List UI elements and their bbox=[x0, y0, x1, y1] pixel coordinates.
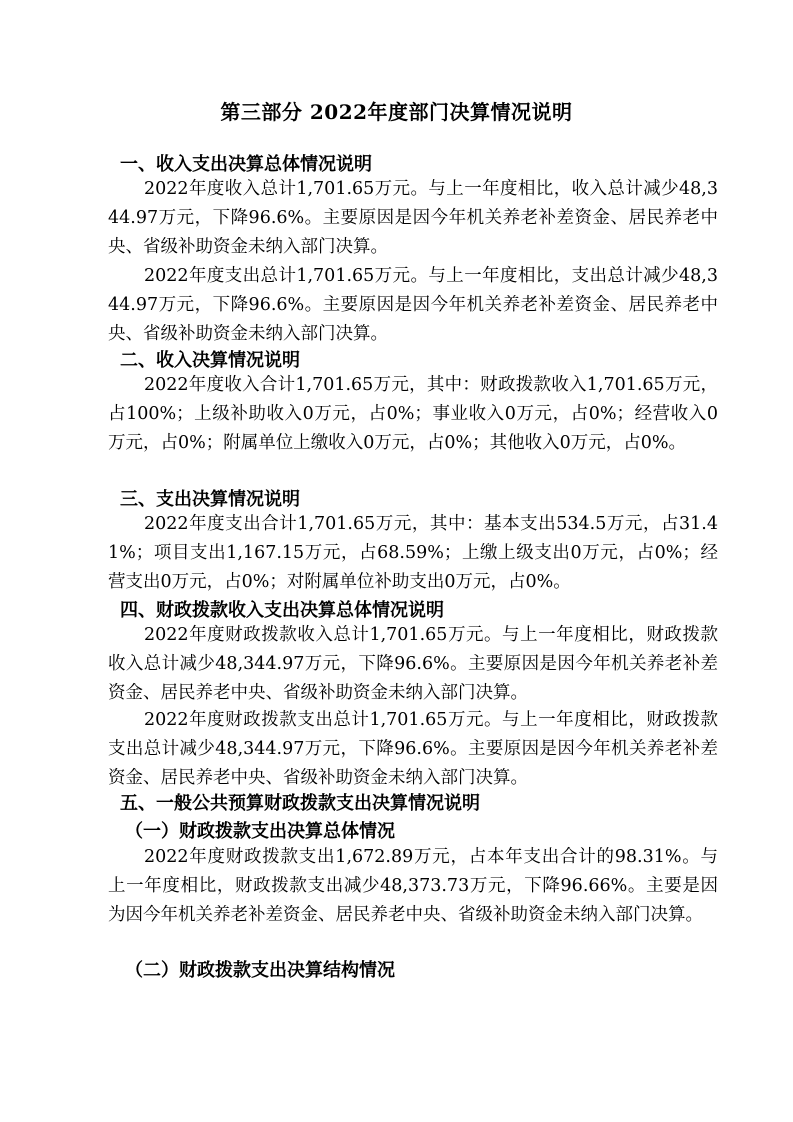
page-title: 第三部分 2022年度部门决算情况说明 bbox=[220, 100, 573, 124]
section-heading-1: 一、收入支出决算总体情况说明 bbox=[120, 154, 372, 175]
paragraph-income-expense-total-expense: 2022年度支出总计1,701.65万元。与上一年度相比，支出总计减少48,344.97万元，下降96.6%。主要原因是因今年机关养老补差资金、居民养老中央、省级补助资金未纳入部门决算。 bbox=[108, 266, 718, 344]
paragraph-fiscal-income-total: 2022年度财政拨款收入总计1,701.65万元。与上一年度相比，财政拨款收入总计减少48,344.97万元，下降96.6%。主要原因是因今年机关养老补差资金、居民养老中央、省级补助资金未纳入部门决算。 bbox=[108, 625, 718, 703]
section-heading-2: 二、收入决算情况说明 bbox=[120, 350, 300, 371]
paragraph-general-budget-expense: 2022年度财政拨款支出1,672.89万元，占本年支出合计的98.31%。与上一年度相比，财政拨款支出减少48,373.73万元，下降96.66%。主要是因为因今年机关养老补差资金、居民养老中央、省级补助资金未纳入部门决算。 bbox=[108, 847, 718, 925]
paragraph-fiscal-expense-total: 2022年度财政拨款支出总计1,701.65万元。与上一年度相比，财政拨款支出总计减少48,344.97万元，下降96.6%。主要原因是因今年机关养老补差资金、居民养老中央、省级补助资金未纳入部门决算。 bbox=[108, 710, 718, 788]
paragraph-expense-detail: 2022年度支出合计1,701.65万元，其中：基本支出534.5万元，占31.41%；项目支出1,167.15万元，占68.59%；上缴上级支出0万元，占0%；经营支出0万元，占0%；对附属单位补助支出0万元，占0%。 bbox=[108, 514, 718, 592]
section-heading-4: 四、财政拨款收入支出决算总体情况说明 bbox=[120, 600, 444, 621]
section-heading-3: 三、支出决算情况说明 bbox=[120, 489, 300, 510]
section-heading-5: 五、一般公共预算财政拨款支出决算情况说明 bbox=[120, 793, 480, 814]
paragraph-income-expense-total-income: 2022年度收入总计1,701.65万元。与上一年度相比，收入总计减少48,344.97万元，下降96.6%。主要原因是因今年机关养老补差资金、居民养老中央、省级补助资金未纳入部门决算。 bbox=[108, 179, 718, 257]
subsection-heading-5-2: （二）财政拨款支出决算结构情况 bbox=[125, 960, 395, 981]
paragraph-income-detail: 2022年度收入合计1,701.65万元，其中：财政拨款收入1,701.65万元，占100%；上级补助收入0万元，占0%；事业收入0万元，占0%；经营收入0万元，占0%；附属单位上缴收入0万元，占0%；其他收入0万元，占0%。 bbox=[108, 375, 718, 453]
subsection-heading-5-1: （一）财政拨款支出决算总体情况 bbox=[125, 821, 395, 842]
